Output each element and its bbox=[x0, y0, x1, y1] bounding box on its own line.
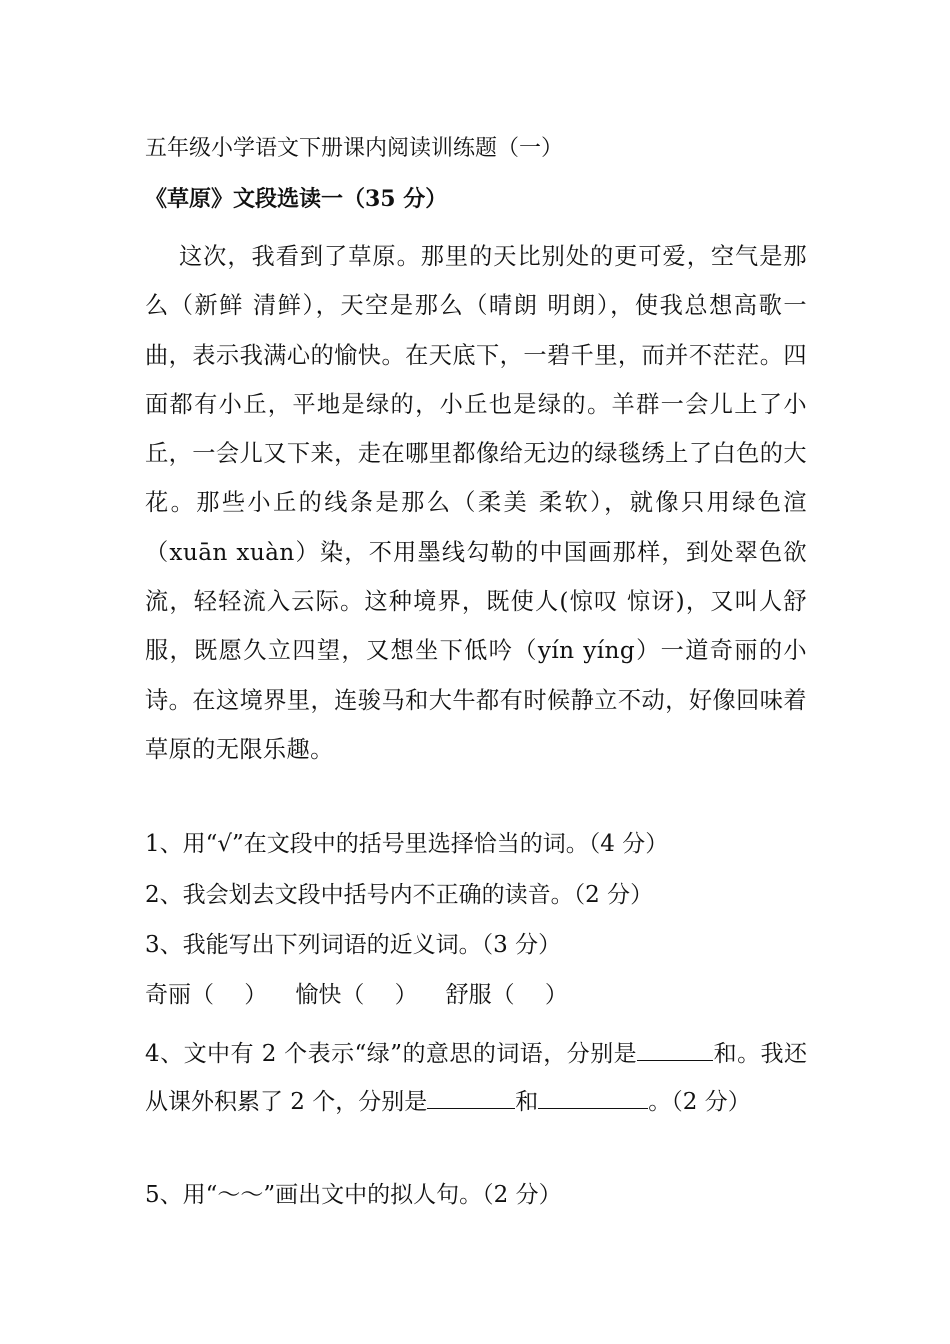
synonym-item-1[interactable]: 奇丽（ ） bbox=[145, 982, 268, 1008]
question-3-items bbox=[145, 980, 568, 1010]
reading-passage: 这次，我看到了草原。那里的天比别处的更可爱，空气是那么（新鲜 清鲜），天空是那么（晴朗 明朗），使我总想高歌一曲，表示我满心的愉快。在天底下，一碧千里，而并不茫茫。四面都有小丘，平地是绿的，小丘也是绿的。羊群一会儿上了小丘，一会儿又下来，走在哪里都像给无边的绿毯绣上了白色的大花。那些小丘的线条是那么（柔美 柔软），就像只用绿色渲（xuān xuàn）染，不用墨线勾勒的中国画那样，到处翠色欲流，轻轻流入云际。这种境界，既使人(惊叹 惊讶)，又叫人舒服，既愿久立四望，又想坐下低吟（yín yíng）一道奇丽的小诗。在这境界里，连骏马和大牛都有时候静立不动，好像回味着草原的无限乐趣。 bbox=[145, 243, 807, 763]
answer-blank-2[interactable] bbox=[427, 1088, 515, 1109]
section-heading: 《草原》文段选读一（35 分） bbox=[145, 186, 448, 212]
synonym-item-2[interactable]: 愉快（ ） bbox=[295, 982, 418, 1008]
question-4-and-1: 和 bbox=[713, 1041, 738, 1067]
question-4-text-2: 。我还从课外积累了 2 个，分别是 bbox=[145, 1041, 808, 1115]
answer-blank-1[interactable] bbox=[637, 1040, 713, 1061]
answer-blank-3[interactable] bbox=[538, 1088, 648, 1109]
question-4 bbox=[145, 1030, 807, 1126]
question-4-and-2: 和 bbox=[515, 1089, 539, 1115]
question-1: 1、用“√”在文段中的括号里选择恰当的词。（4 分） bbox=[145, 831, 669, 857]
question-5: 5、用“～～”画出文中的拟人句。（2 分） bbox=[145, 1182, 562, 1208]
question-2: 2、我会划去文段中括号内不正确的读音。（2 分） bbox=[145, 882, 654, 908]
question-4-text-1: 4、文中有 2 个表示“绿”的意思的词语，分别是 bbox=[145, 1041, 638, 1067]
question-3: 3、我能写出下列词语的近义词。（3 分） bbox=[145, 932, 562, 958]
synonym-item-3[interactable]: 舒服（ ） bbox=[445, 982, 568, 1008]
document-title: 五年级小学语文下册课内阅读训练题（一） bbox=[145, 136, 564, 161]
question-4-end: 。（2 分） bbox=[648, 1089, 751, 1115]
